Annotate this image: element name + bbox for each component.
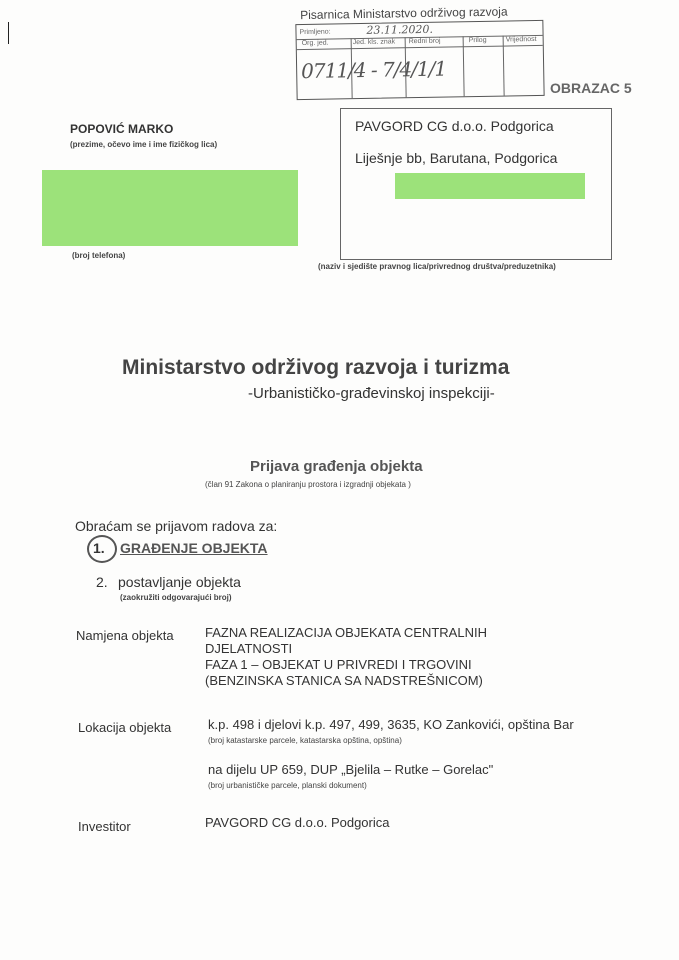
plan-caption: (broj urbanističke parcele, planski dokument) [208,781,367,790]
purpose-line: FAZNA REALIZACIJA OBJEKATA CENTRALNIH [205,625,487,640]
stamp-date: 23.11.2020. [366,22,434,37]
margin-mark [8,22,9,44]
option-number: 1. [93,540,105,556]
plan-value: na dijelu UP 659, DUP „Bjelila – Rutke – Gorelac" [208,762,494,777]
purpose-line: (BENZINSKA STANICA SA NADSTREŠNICOM) [205,673,483,688]
stamp-received-label: Primljeno: [299,28,331,37]
form-title: Prijava građenja objekta [250,458,423,475]
redacted-block [42,170,298,246]
location-value: k.p. 498 i djelovi k.p. 497, 499, 3635, KO Zankovići, opština Bar [208,717,574,732]
stamp-header: Redni broj [408,37,441,46]
location-label: Lokacija objekta [78,720,172,735]
ministry-title: Ministarstvo održivog razvoja i turizma [122,356,510,379]
investor-value: PAVGORD CG d.o.o. Podgorica [205,815,390,830]
stamp-handwritten-number: 0711/4 - 7/4/1/1 [300,56,447,84]
form-subtitle: (član 91 Zakona o planiranju prostora i izgradnji objekata ) [205,480,411,489]
purpose-line: DJELATNOSTI [205,641,293,656]
sender-name-caption: (prezime, očevo ime i ime fizičkog lica) [70,140,218,149]
purpose-label: Namjena objekta [76,628,174,643]
intro-text: Obraćam se prijavom radova za: [75,518,278,534]
form-code: OBRAZAC 5 [550,80,632,96]
recipient-caption: (naziv i sjedište pravnog lica/privrednog društva/preduzetnika) [318,262,556,271]
location-caption: (broj katastarske parcele, katastarska opština, opština) [208,736,402,745]
option-number: 2. [96,574,108,590]
redacted-block [395,173,585,199]
stamp-header: Prilog [468,36,487,45]
purpose-line: FAZA 1 – OBJEKAT U PRIVREDI I TRGOVINI [205,657,472,672]
stamp-header: Vrijednost [505,35,537,44]
stamp-title: Pisarnica Ministarstvo održivog razvoja [300,4,508,23]
recipient-line1: PAVGORD CG d.o.o. Podgorica [355,118,554,134]
registry-stamp [295,4,544,100]
stamp-header: Jed. kls. znak [352,38,396,47]
sender-name: POPOVIĆ MARKO [70,122,174,136]
options-caption: (zaokružiti odgovarajući broj) [120,593,232,602]
investor-label: Investitor [78,819,131,834]
option-label: GRAĐENJE OBJEKTA [120,540,268,556]
phone-caption: (broj telefona) [72,251,126,260]
recipient-line2: Liješnje bb, Barutana, Podgorica [355,150,558,166]
option-label: postavljanje objekta [118,574,241,590]
ministry-subtitle: -Urbanističko-građevinskoj inspekciji- [248,385,495,402]
stamp-header: Org. jed. [301,39,329,48]
